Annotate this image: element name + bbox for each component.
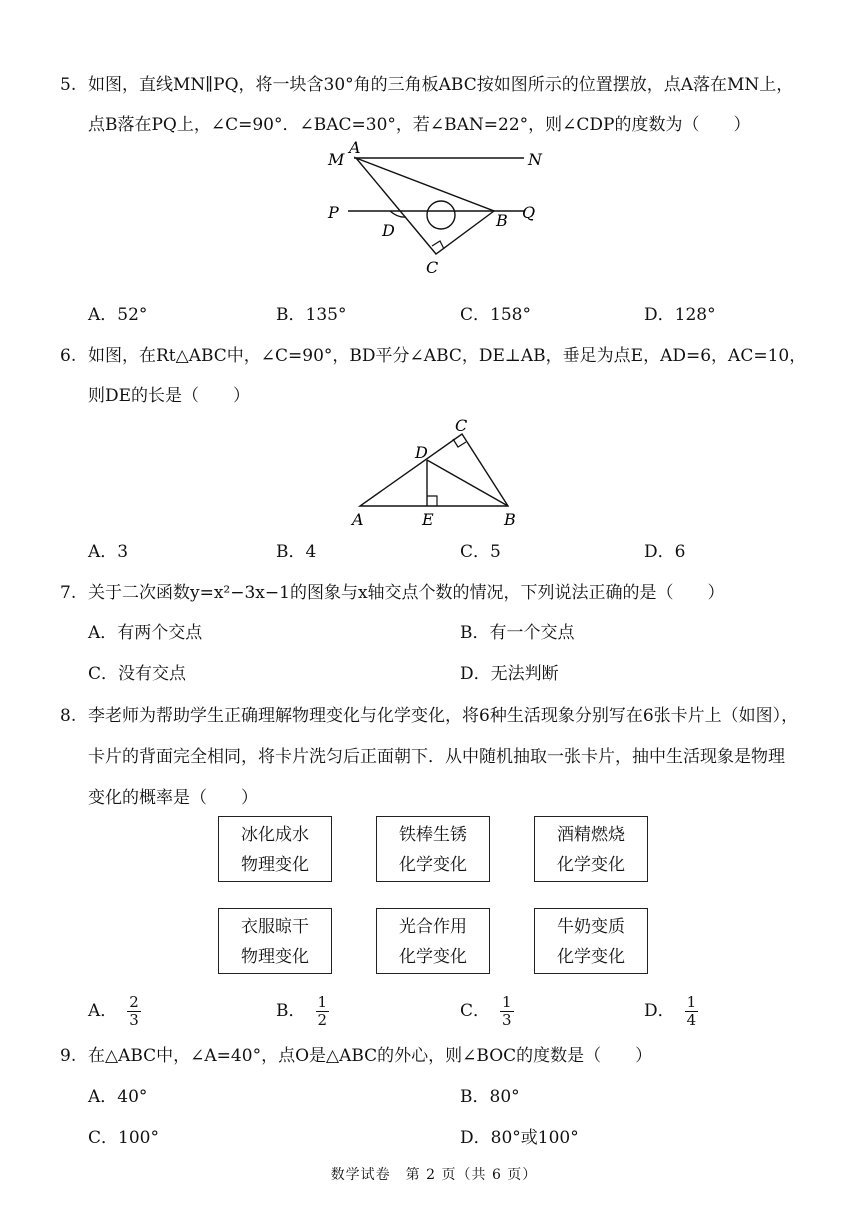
question-text-line-1: 如图，直线MN∥PQ，将一块含30°角的三角板ABC按如图所示的位置摆放，点A落在MN上， [88,75,794,95]
option-c[interactable]: C．5 [460,542,501,562]
option-a[interactable]: A．有两个交点 [88,623,203,643]
option-b[interactable]: B．135° [276,305,347,325]
question-number: 6. [60,346,77,366]
page-footer: 数学试卷 第 2 页（共 6 页） [330,1167,538,1183]
fraction: $\frac{2}{3}$ [129,993,139,1029]
option-d[interactable]: D． $\frac{1}{4}$ [644,993,697,1029]
option-a[interactable]: A． $\frac{2}{3}$ [88,993,139,1029]
label-A: A [349,138,361,157]
label-D: D [382,221,395,240]
option-a[interactable]: A．3 [88,542,129,562]
question-text-line-2: 则DE的长是（ ） [88,386,251,406]
label-B: B [504,510,516,529]
label-D: D [415,443,428,462]
question-number: 7. [60,583,77,603]
question-number: 9. [60,1046,77,1066]
option-b[interactable]: B．80° [460,1087,520,1107]
option-c[interactable]: C．158° [460,305,531,325]
label-E: E [422,510,434,529]
label-N: N [528,150,542,169]
question-text-line-3: 变化的概率是（ ） [88,788,258,808]
phenomenon-card: 衣服晾干 物理变化 [218,908,332,974]
question-text-line-2: 点B落在PQ上，∠C=90°．∠BAC=30°，若∠BAN=22°，则∠CDP的度数为（ ） [88,115,751,135]
question-text-line-1: 李老师为帮助学生正确理解物理变化与化学变化，将6种生活现象分别写在6张卡片上（如图）， [88,706,799,726]
label-C: C [455,416,468,435]
label-C: C [426,258,439,277]
option-d[interactable]: D．128° [644,305,716,325]
label-M: M [328,150,345,169]
option-b[interactable]: B．有一个交点 [460,623,575,643]
q6-figure-triangle [340,412,540,532]
fraction: $\frac{1}{2}$ [317,993,328,1029]
question-text-line-2: 卡片的背面完全相同，将卡片洗匀后正面朝下．从中随机抽取一张卡片，抽中生活现象是物理 [88,747,785,767]
question-text-line-1: 如图，在Rt△ABC中，∠C=90°，BD平分∠ABC，DE⊥AB，垂足为点E，AD=6，AC=10， [88,346,807,366]
option-b[interactable]: B．4 [276,542,317,562]
phenomenon-card: 牛奶变质 化学变化 [534,908,648,974]
option-d[interactable]: D．无法判断 [460,664,559,684]
option-d[interactable]: D．80°或100° [460,1128,579,1148]
option-a[interactable]: A．52° [88,305,148,325]
option-c[interactable]: C．没有交点 [88,664,187,684]
option-c[interactable]: C．100° [88,1128,159,1148]
question-number: 5. [60,75,77,95]
option-c[interactable]: C． $\frac{1}{3}$ [460,993,512,1029]
q5-figure-triangle [318,138,558,278]
label-P: P [328,203,339,222]
phenomenon-card: 光合作用 化学变化 [376,908,490,974]
label-Q: Q [522,203,536,222]
label-B: B [496,211,508,230]
question-text-line-1: 在△ABC中，∠A=40°，点O是△ABC的外心，则∠BOC的度数是（ ） [88,1046,653,1066]
question-number: 8. [60,706,77,726]
option-a[interactable]: A．40° [88,1087,148,1107]
option-b[interactable]: B． $\frac{1}{2}$ [276,993,328,1029]
phenomenon-card: 冰化成水 物理变化 [218,816,332,882]
phenomenon-card: 铁棒生锈 化学变化 [376,816,490,882]
fraction: $\frac{1}{4}$ [686,993,697,1029]
phenomenon-card: 酒精燃烧 化学变化 [534,816,648,882]
option-d[interactable]: D．6 [644,542,686,562]
label-A: A [352,510,364,529]
question-text-line-1: 关于二次函数y=x²−3x−1的图象与x轴交点个数的情况，下列说法正确的是（ ） [88,583,725,603]
fraction: $\frac{1}{3}$ [502,993,512,1029]
